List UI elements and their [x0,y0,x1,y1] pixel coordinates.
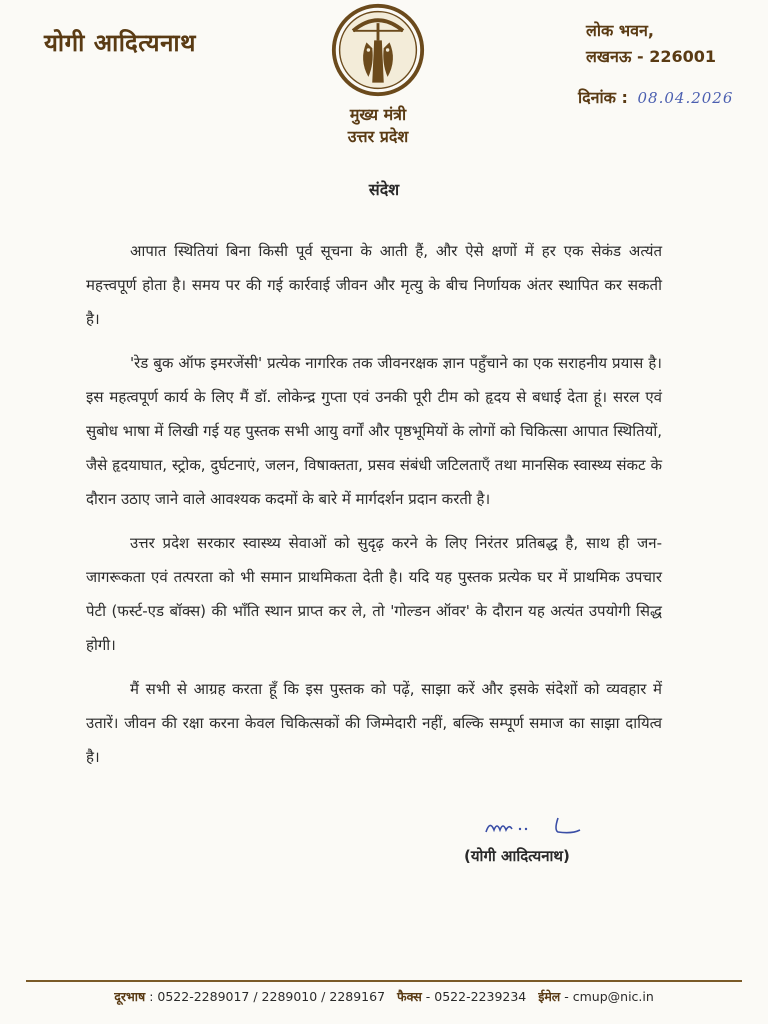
email-label: ईमेल [538,989,561,1004]
address-line-2: लखनऊ - 226001 [586,47,716,66]
body-paragraph-2: 'रेड बुक ऑफ इमरजेंसी' प्रत्येक नागरिक तक जीवनरक्षक ज्ञान पहुँचाने का एक सराहनीय प्रयास है। इस महत्वपूर्ण कार्य के लिए मैं डॉ. लोकेन्द्र गुप्ता एवं उनकी पूरी टीम को हृदय से बधाई देता हूं। सरल एवं सुबोध भाषा में लिखी गई यह पुस्तक सभी आयु वर्गों और पृष्ठभूमियों के लोगों को चिकित्सा आपात स्थितियों, जैसे हृदयाघात, स्ट्रोक, दुर्घटनाएं, जलन, विषाक्तता, प्रसव संबंधी जटिलताएँ तथा मानसिक स्वास्थ्य संकट के दौरान उठाए जाने वाले आवश्यक कदमों के बारे में मार्गदर्शन प्रदान करती है। [86,354,662,508]
body-paragraph-1: आपात स्थितियां बिना किसी पूर्व सूचना के आती हैं, और ऐसे क्षणों में हर एक सेकंड अत्यंत महत्त्वपूर्ण होता है। समय पर की गई कार्रवाई जीवन और मृत्यु के बीच निर्णायक अंतर स्थापित कर सकती है। [86,242,662,328]
fax-value: - 0522-2239234 [425,989,527,1004]
letter-body [86,234,662,784]
office-address [586,18,716,70]
office-line-2: उत्तर प्रदेश [347,127,409,146]
letter-date [578,86,733,108]
handwritten-signature-icon [482,812,602,842]
letter-heading: संदेश [368,180,400,199]
body-paragraph-4: मैं सभी से आग्रह करता हूँ कि इस पुस्तक को पढ़ें, साझा करें और इसके संदेशों को व्यवहार में उतारें। जीवन की रक्षा करना केवल चिकित्सकों की जिम्मेदारी नहीं, बल्कि सम्पूर्ण समाज का साझा दायित्व है। [86,680,662,766]
phone-value: : 0522-2289017 / 2289010 / 2289167 [149,989,386,1004]
date-value: 08.04.2026 [637,89,734,107]
up-government-emblem-icon [330,2,426,98]
fax-label: फैक्स [396,989,422,1004]
phone-label: दूरभाष [114,989,146,1004]
footer-divider [26,980,742,982]
footer-contacts [26,988,742,1005]
sender-name: योगी आदित्यनाथ [44,29,196,57]
date-label: दिनांक : [578,88,628,107]
address-line-1: लोक भवन, [586,21,654,40]
office-title [318,104,438,148]
signatory-name: (योगी आदित्यनाथ) [464,847,570,865]
body-paragraph-3: उत्तर प्रदेश सरकार स्वास्थ्य सेवाओं को सुदृढ़ करने के लिए निरंतर प्रतिबद्ध है, साथ ही जन-जागरूकता एवं तत्परता को भी समान प्राथमिकता देती है। यदि यह पुस्तक प्रत्येक घर में प्राथमिक उपचार पेटी (फर्स्ट-एड बॉक्स) की भाँति स्थान प्राप्त कर ले, तो 'गोल्डन ऑवर' के दौरान यह अत्यंत उपयोगी सिद्ध होगी। [86,534,662,654]
email-value: - cmup@nic.in [564,989,654,1004]
office-line-1: मुख्य मंत्री [349,105,407,124]
